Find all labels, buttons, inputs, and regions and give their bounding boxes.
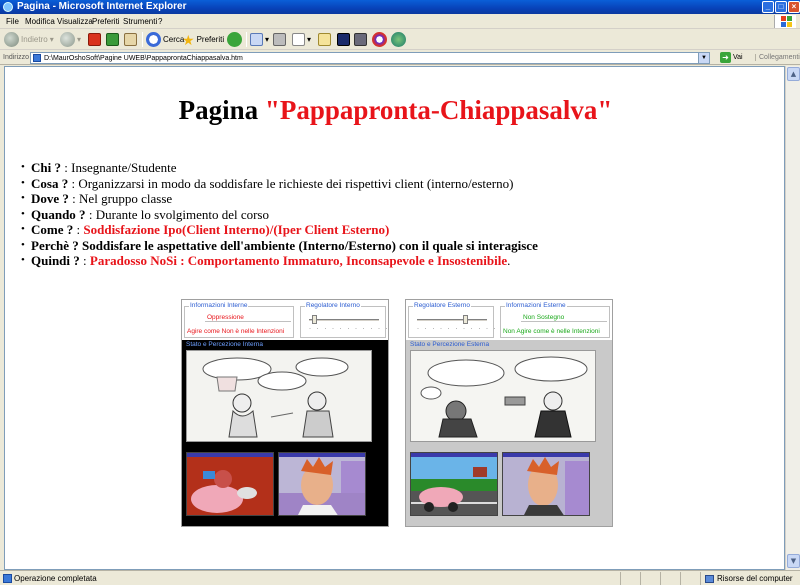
car-cartoon bbox=[411, 453, 498, 516]
go-arrow-icon: ➜ bbox=[720, 52, 731, 63]
pig-cartoon bbox=[187, 453, 274, 516]
research-icon bbox=[354, 33, 367, 46]
internal-regulator-ticks: · · · · · · · · · · · bbox=[309, 326, 390, 332]
list-item bbox=[21, 176, 538, 192]
print-icon bbox=[273, 33, 286, 46]
internal-thumb-left bbox=[186, 452, 274, 516]
list-item bbox=[21, 207, 538, 223]
answer-suffix: . bbox=[507, 253, 511, 268]
question: Come ? bbox=[31, 222, 74, 237]
face-cartoon bbox=[503, 453, 590, 516]
internal-stage bbox=[182, 340, 388, 526]
media-icon bbox=[227, 32, 242, 47]
media-button[interactable] bbox=[227, 31, 242, 48]
list-item bbox=[21, 238, 538, 254]
back-dropdown-icon: ▾ bbox=[49, 35, 54, 44]
separator: : bbox=[73, 222, 84, 237]
internal-thumb-right bbox=[278, 452, 366, 516]
status-text: Operazione completata bbox=[14, 574, 97, 583]
tool-button[interactable] bbox=[372, 31, 387, 48]
stop-icon bbox=[88, 33, 101, 46]
messenger-button[interactable] bbox=[337, 31, 350, 48]
favorites-label: Preferiti bbox=[196, 35, 225, 44]
home-icon bbox=[124, 33, 137, 46]
answer: Insegnante/Studente bbox=[71, 160, 177, 175]
question: Quindi ? bbox=[31, 253, 80, 268]
toolbar-separator bbox=[246, 32, 247, 47]
external-info-legend: Informazioni Esterne bbox=[506, 302, 566, 309]
forward-icon bbox=[60, 32, 75, 47]
translate-icon bbox=[391, 32, 406, 47]
tool-icon bbox=[372, 32, 387, 47]
external-info-note: Non Agire come è nelle Intenzioni bbox=[503, 328, 600, 335]
list-item bbox=[21, 222, 538, 238]
forward-dropdown-icon: ▾ bbox=[77, 35, 82, 44]
list-item bbox=[21, 160, 538, 176]
internal-regulator-legend: Regolatore Interno bbox=[306, 302, 360, 309]
computer-icon bbox=[705, 575, 714, 583]
history-dropdown-icon: ▾ bbox=[265, 35, 270, 44]
internal-info-legend: Informazioni Interne bbox=[190, 302, 248, 309]
external-comic-image bbox=[410, 350, 596, 442]
answer: Nel gruppo classe bbox=[79, 191, 173, 206]
answer: Soddisfare le aspettative dell'ambiente (Interno/Esterno) con il quale si interagisce bbox=[82, 237, 538, 253]
external-thumb-left bbox=[410, 452, 498, 516]
maximize-button[interactable]: □ bbox=[775, 1, 787, 13]
page-status-icon bbox=[3, 574, 12, 583]
question: Chi ? bbox=[31, 160, 61, 175]
research-button[interactable] bbox=[354, 31, 367, 48]
search-label: Cerca bbox=[163, 35, 185, 44]
answer: Organizzarsi in modo da soddisfare le richieste dei rispettivi client (interno/esterno) bbox=[78, 175, 514, 191]
menu-tools[interactable]: Strumenti bbox=[123, 17, 158, 26]
favorites-button[interactable] bbox=[182, 31, 224, 48]
edit-icon bbox=[292, 33, 305, 46]
menu-bar bbox=[0, 14, 800, 29]
stop-button[interactable] bbox=[88, 31, 101, 48]
internal-regulator-group bbox=[300, 302, 390, 338]
separator: : bbox=[68, 175, 79, 191]
external-info-value[interactable]: Non Sostegno bbox=[521, 313, 607, 322]
question: Perchè ? bbox=[31, 237, 79, 253]
home-button[interactable] bbox=[124, 31, 137, 48]
internal-info-group bbox=[184, 302, 294, 338]
page-viewport bbox=[4, 66, 785, 570]
answer: Paradosso NoSi : Comportamento Immaturo, Inconsapevole e Insostenibile bbox=[89, 253, 508, 268]
refresh-button[interactable] bbox=[106, 31, 119, 48]
status-cell bbox=[660, 572, 680, 585]
zone-label: Risorse del computer bbox=[717, 574, 793, 583]
internal-regulator-track[interactable] bbox=[309, 319, 379, 322]
scroll-up-icon[interactable]: ▲ bbox=[787, 67, 800, 81]
ie-icon bbox=[3, 2, 13, 12]
history-icon bbox=[250, 33, 263, 46]
status-bar bbox=[0, 570, 800, 585]
list-item bbox=[21, 253, 538, 269]
address-dropdown-icon[interactable]: ▼ bbox=[698, 52, 710, 64]
external-info-group bbox=[500, 302, 610, 338]
status-cell bbox=[620, 572, 640, 585]
answer: Soddisfazione Ipo(Client Interno)/(Iper Client Esterno) bbox=[83, 222, 390, 237]
question-list bbox=[21, 160, 538, 269]
search-button[interactable] bbox=[146, 31, 184, 48]
close-button[interactable]: × bbox=[788, 1, 800, 13]
external-regulator-ticks: · · · · · · · · · · · bbox=[417, 326, 498, 332]
discuss-icon bbox=[318, 33, 331, 46]
external-regulator-track[interactable] bbox=[417, 319, 487, 322]
external-regulator-thumb[interactable] bbox=[463, 315, 468, 324]
status-cell bbox=[680, 572, 700, 585]
internal-comic-image bbox=[186, 350, 372, 442]
toolbar bbox=[0, 29, 800, 50]
external-thumb-right bbox=[502, 452, 590, 516]
discuss-button[interactable] bbox=[318, 31, 331, 48]
minimize-button[interactable]: _ bbox=[762, 1, 774, 13]
page-title-name: "Pappapronta-Chiappasalva" bbox=[264, 95, 613, 125]
window-title: Pagina - Microsoft Internet Explorer bbox=[17, 1, 187, 12]
internal-info-note: Agire come Non è nelle Intenzioni bbox=[187, 328, 285, 335]
separator: : bbox=[85, 206, 96, 222]
back-label: Indietro bbox=[21, 35, 48, 44]
page-title bbox=[5, 95, 785, 126]
windows-logo-icon bbox=[774, 15, 796, 28]
menu-view[interactable]: Visualizza bbox=[57, 17, 93, 26]
menu-favorites[interactable]: Preferiti bbox=[92, 17, 120, 26]
security-zone bbox=[700, 572, 798, 585]
face-cartoon bbox=[279, 453, 366, 516]
internal-regulator-thumb[interactable] bbox=[312, 315, 317, 324]
external-panel bbox=[405, 299, 613, 527]
back-button[interactable] bbox=[4, 31, 54, 48]
menu-edit[interactable]: Modifica bbox=[25, 17, 55, 26]
external-regulator-group bbox=[408, 302, 498, 338]
go-button[interactable] bbox=[720, 52, 743, 63]
comic-drawing bbox=[411, 351, 596, 442]
address-input[interactable] bbox=[30, 52, 710, 64]
scroll-down-icon[interactable]: ▼ bbox=[787, 554, 800, 568]
internal-panel bbox=[181, 299, 389, 527]
comic-drawing bbox=[187, 351, 372, 442]
translate-button[interactable] bbox=[391, 31, 406, 48]
menu-file[interactable]: File bbox=[6, 17, 19, 26]
favorites-icon: ★ bbox=[182, 31, 195, 48]
external-regulator-legend: Regolatore Esterno bbox=[414, 302, 471, 309]
answer: Durante lo svolgimento del corso bbox=[95, 206, 269, 222]
back-icon bbox=[4, 32, 19, 47]
question: Cosa ? bbox=[31, 175, 69, 191]
address-label: Indirizzo bbox=[3, 54, 30, 61]
title-bar bbox=[0, 0, 800, 14]
status-cell bbox=[640, 572, 660, 585]
question: Quando ? bbox=[31, 206, 86, 222]
edit-button[interactable] bbox=[292, 31, 311, 48]
links-label[interactable]: Collegamenti bbox=[755, 54, 800, 61]
internal-stage-legend: Stato e Percezione Interna bbox=[186, 341, 263, 348]
separator: : bbox=[60, 160, 72, 175]
page-title-prefix: Pagina bbox=[178, 95, 265, 125]
separator: : bbox=[79, 253, 90, 268]
search-icon bbox=[146, 32, 161, 47]
menu-help[interactable]: ? bbox=[158, 17, 163, 26]
forward-button[interactable] bbox=[60, 31, 81, 48]
refresh-icon bbox=[106, 33, 119, 46]
address-url: D:\MaurOshoSoft\Pagine UWEB\PappaprontaChiappasalva.htm bbox=[44, 54, 243, 62]
history-button[interactable] bbox=[250, 31, 269, 48]
internal-info-value[interactable]: Oppressione bbox=[205, 313, 291, 322]
separator: : bbox=[68, 191, 80, 206]
list-item bbox=[21, 191, 538, 207]
go-label: Vai bbox=[733, 54, 743, 61]
question: Dove ? bbox=[31, 191, 69, 206]
messenger-icon bbox=[337, 33, 350, 46]
address-bar bbox=[0, 51, 800, 65]
external-stage bbox=[406, 340, 612, 526]
toolbar-separator bbox=[142, 32, 143, 47]
print-button[interactable] bbox=[273, 31, 286, 48]
external-stage-legend: Stato e Percezione Esterna bbox=[410, 341, 490, 348]
vertical-scrollbar[interactable] bbox=[785, 66, 800, 570]
page-icon bbox=[33, 54, 41, 62]
edit-dropdown-icon: ▾ bbox=[307, 35, 312, 44]
